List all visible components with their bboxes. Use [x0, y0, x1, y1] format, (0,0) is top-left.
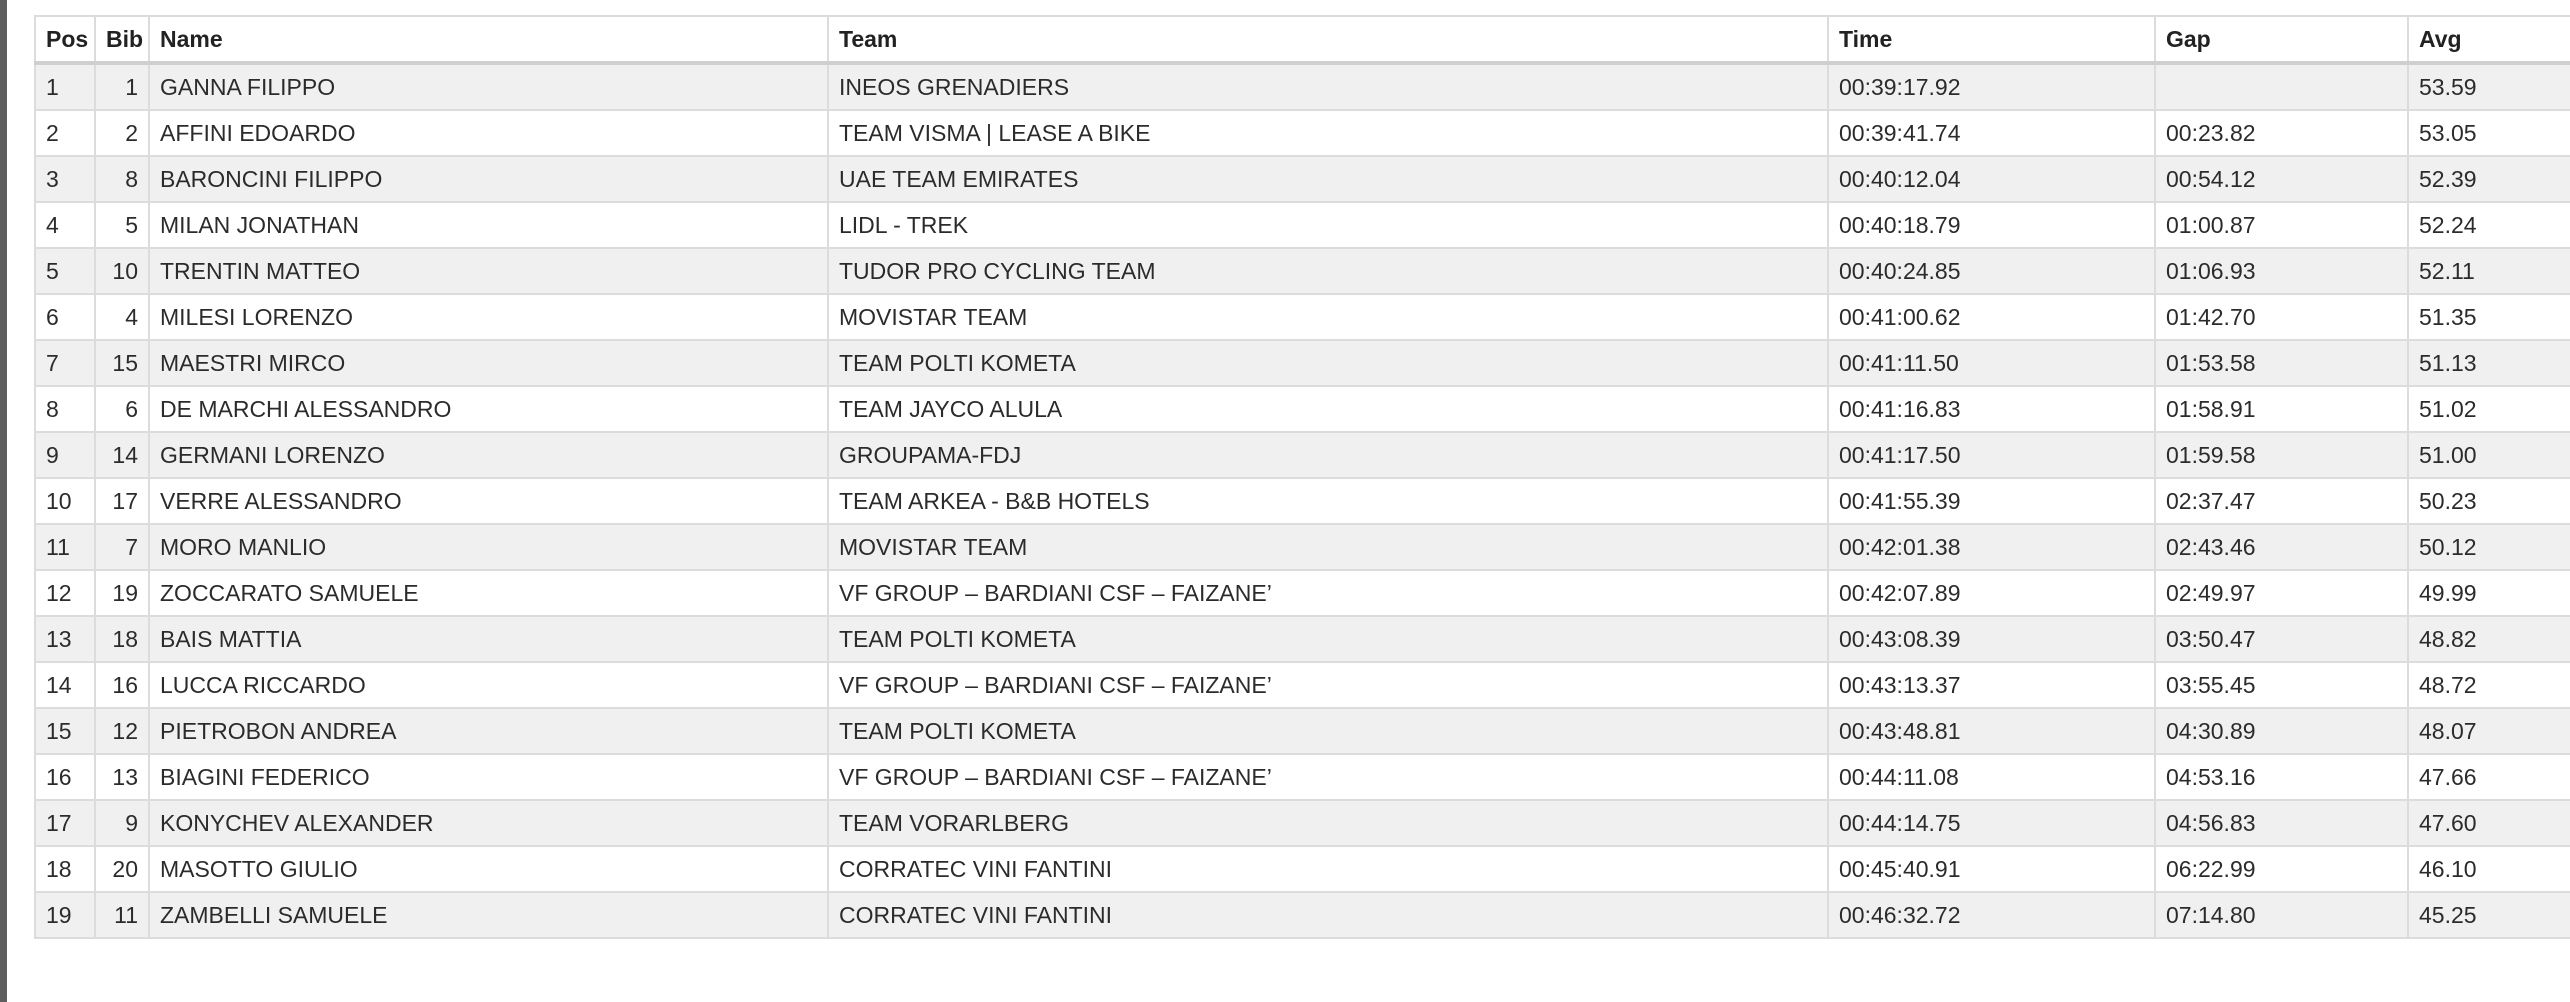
cell-team: INEOS GRENADIERS: [828, 63, 1828, 110]
cell-name: MASOTTO GIULIO: [149, 846, 828, 892]
table-row: [35, 754, 2570, 800]
cell-bib: 9: [95, 800, 149, 846]
cell-team: TUDOR PRO CYCLING TEAM: [828, 248, 1828, 294]
cell-time: 00:39:41.74: [1828, 110, 2155, 156]
cell-team: TEAM VORARLBERG: [828, 800, 1828, 846]
cell-avg: 51.00: [2408, 432, 2570, 478]
cell-time: 00:43:48.81: [1828, 708, 2155, 754]
cell-team: VF GROUP – BARDIANI CSF – FAIZANE’: [828, 570, 1828, 616]
cell-gap: 01:00.87: [2155, 202, 2408, 248]
cell-avg: 46.10: [2408, 846, 2570, 892]
table-row: [35, 892, 2570, 938]
cell-name: GERMANI LORENZO: [149, 432, 828, 478]
cell-avg: 52.39: [2408, 156, 2570, 202]
cell-pos: 4: [35, 202, 95, 248]
cell-team: MOVISTAR TEAM: [828, 524, 1828, 570]
cell-bib: 15: [95, 340, 149, 386]
cell-name: MORO MANLIO: [149, 524, 828, 570]
cell-time: 00:46:32.72: [1828, 892, 2155, 938]
cell-pos: 12: [35, 570, 95, 616]
cell-pos: 3: [35, 156, 95, 202]
cell-gap: 00:23.82: [2155, 110, 2408, 156]
cell-pos: 2: [35, 110, 95, 156]
cell-gap: [2155, 63, 2408, 110]
results-table: [34, 15, 2570, 939]
cell-name: VERRE ALESSANDRO: [149, 478, 828, 524]
cell-pos: 8: [35, 386, 95, 432]
cell-gap: 07:14.80: [2155, 892, 2408, 938]
cell-avg: 50.12: [2408, 524, 2570, 570]
cell-time: 00:44:11.08: [1828, 754, 2155, 800]
results-table-body: [35, 63, 2570, 938]
cell-gap: 01:06.93: [2155, 248, 2408, 294]
cell-avg: 51.13: [2408, 340, 2570, 386]
cell-team: TEAM POLTI KOMETA: [828, 340, 1828, 386]
table-row: [35, 386, 2570, 432]
column-header-avg[interactable]: Avg: [2408, 16, 2570, 63]
cell-bib: 16: [95, 662, 149, 708]
cell-bib: 12: [95, 708, 149, 754]
cell-avg: 52.24: [2408, 202, 2570, 248]
cell-team: LIDL - TREK: [828, 202, 1828, 248]
cell-avg: 45.25: [2408, 892, 2570, 938]
cell-avg: 50.23: [2408, 478, 2570, 524]
cell-pos: 15: [35, 708, 95, 754]
column-header-name[interactable]: Name: [149, 16, 828, 63]
cell-bib: 6: [95, 386, 149, 432]
cell-pos: 1: [35, 63, 95, 110]
cell-name: GANNA FILIPPO: [149, 63, 828, 110]
cell-time: 00:42:01.38: [1828, 524, 2155, 570]
cell-gap: 01:58.91: [2155, 386, 2408, 432]
cell-avg: 52.11: [2408, 248, 2570, 294]
cell-name: AFFINI EDOARDO: [149, 110, 828, 156]
cell-bib: 11: [95, 892, 149, 938]
cell-pos: 11: [35, 524, 95, 570]
cell-avg: 47.60: [2408, 800, 2570, 846]
cell-name: DE MARCHI ALESSANDRO: [149, 386, 828, 432]
column-header-gap[interactable]: Gap: [2155, 16, 2408, 63]
cell-pos: 7: [35, 340, 95, 386]
cell-team: VF GROUP – BARDIANI CSF – FAIZANE’: [828, 662, 1828, 708]
cell-team: TEAM POLTI KOMETA: [828, 708, 1828, 754]
cell-pos: 19: [35, 892, 95, 938]
cell-avg: 48.07: [2408, 708, 2570, 754]
cell-time: 00:43:13.37: [1828, 662, 2155, 708]
cell-team: MOVISTAR TEAM: [828, 294, 1828, 340]
cell-pos: 9: [35, 432, 95, 478]
cell-time: 00:41:11.50: [1828, 340, 2155, 386]
cell-time: 00:42:07.89: [1828, 570, 2155, 616]
cell-bib: 13: [95, 754, 149, 800]
cell-gap: 02:43.46: [2155, 524, 2408, 570]
cell-gap: 04:30.89: [2155, 708, 2408, 754]
table-row: [35, 570, 2570, 616]
window-left-edge: [0, 0, 7, 1002]
cell-name: BAIS MATTIA: [149, 616, 828, 662]
cell-bib: 20: [95, 846, 149, 892]
cell-pos: 10: [35, 478, 95, 524]
cell-avg: 53.59: [2408, 63, 2570, 110]
table-row: [35, 63, 2570, 110]
cell-pos: 14: [35, 662, 95, 708]
cell-name: ZOCCARATO SAMUELE: [149, 570, 828, 616]
cell-bib: 18: [95, 616, 149, 662]
cell-gap: 02:37.47: [2155, 478, 2408, 524]
cell-bib: 7: [95, 524, 149, 570]
cell-bib: 8: [95, 156, 149, 202]
cell-pos: 13: [35, 616, 95, 662]
cell-pos: 17: [35, 800, 95, 846]
table-row: [35, 294, 2570, 340]
cell-gap: 06:22.99: [2155, 846, 2408, 892]
cell-bib: 19: [95, 570, 149, 616]
table-row: [35, 616, 2570, 662]
cell-gap: 04:53.16: [2155, 754, 2408, 800]
cell-name: LUCCA RICCARDO: [149, 662, 828, 708]
table-row: [35, 800, 2570, 846]
table-row: [35, 662, 2570, 708]
cell-pos: 6: [35, 294, 95, 340]
cell-gap: 01:42.70: [2155, 294, 2408, 340]
table-row: [35, 202, 2570, 248]
cell-name: ZAMBELLI SAMUELE: [149, 892, 828, 938]
cell-gap: 00:54.12: [2155, 156, 2408, 202]
cell-name: KONYCHEV ALEXANDER: [149, 800, 828, 846]
cell-name: MILESI LORENZO: [149, 294, 828, 340]
table-row: [35, 708, 2570, 754]
cell-team: TEAM JAYCO ALULA: [828, 386, 1828, 432]
cell-bib: 14: [95, 432, 149, 478]
table-row: [35, 156, 2570, 202]
cell-team: GROUPAMA-FDJ: [828, 432, 1828, 478]
cell-team: VF GROUP – BARDIANI CSF – FAIZANE’: [828, 754, 1828, 800]
cell-gap: 04:56.83: [2155, 800, 2408, 846]
cell-pos: 18: [35, 846, 95, 892]
cell-name: MAESTRI MIRCO: [149, 340, 828, 386]
cell-team: TEAM VISMA | LEASE A BIKE: [828, 110, 1828, 156]
cell-bib: 17: [95, 478, 149, 524]
cell-avg: 51.35: [2408, 294, 2570, 340]
cell-name: MILAN JONATHAN: [149, 202, 828, 248]
cell-team: CORRATEC VINI FANTINI: [828, 846, 1828, 892]
cell-time: 00:41:16.83: [1828, 386, 2155, 432]
column-header-time[interactable]: Time: [1828, 16, 2155, 63]
cell-name: TRENTIN MATTEO: [149, 248, 828, 294]
cell-bib: 1: [95, 63, 149, 110]
table-header-row: [35, 16, 2570, 63]
cell-time: 00:39:17.92: [1828, 63, 2155, 110]
cell-time: 00:43:08.39: [1828, 616, 2155, 662]
table-row: [35, 478, 2570, 524]
cell-avg: 48.72: [2408, 662, 2570, 708]
cell-gap: 02:49.97: [2155, 570, 2408, 616]
cell-bib: 5: [95, 202, 149, 248]
cell-avg: 49.99: [2408, 570, 2570, 616]
cell-avg: 48.82: [2408, 616, 2570, 662]
cell-time: 00:45:40.91: [1828, 846, 2155, 892]
cell-avg: 51.02: [2408, 386, 2570, 432]
table-row: [35, 110, 2570, 156]
cell-time: 00:40:12.04: [1828, 156, 2155, 202]
cell-gap: 01:59.58: [2155, 432, 2408, 478]
results-table-container: [34, 15, 2570, 939]
cell-team: CORRATEC VINI FANTINI: [828, 892, 1828, 938]
column-header-pos[interactable]: Pos: [35, 16, 95, 63]
table-row: [35, 248, 2570, 294]
cell-bib: 2: [95, 110, 149, 156]
cell-avg: 53.05: [2408, 110, 2570, 156]
cell-pos: 5: [35, 248, 95, 294]
cell-team: TEAM ARKEA - B&B HOTELS: [828, 478, 1828, 524]
cell-name: PIETROBON ANDREA: [149, 708, 828, 754]
cell-time: 00:40:24.85: [1828, 248, 2155, 294]
cell-gap: 03:50.47: [2155, 616, 2408, 662]
cell-bib: 4: [95, 294, 149, 340]
cell-time: 00:41:55.39: [1828, 478, 2155, 524]
table-row: [35, 846, 2570, 892]
cell-time: 00:44:14.75: [1828, 800, 2155, 846]
column-header-bib[interactable]: Bib: [95, 16, 149, 63]
cell-pos: 16: [35, 754, 95, 800]
cell-avg: 47.66: [2408, 754, 2570, 800]
table-row: [35, 432, 2570, 478]
cell-team: TEAM POLTI KOMETA: [828, 616, 1828, 662]
cell-gap: 03:55.45: [2155, 662, 2408, 708]
cell-time: 00:41:17.50: [1828, 432, 2155, 478]
table-row: [35, 524, 2570, 570]
cell-bib: 10: [95, 248, 149, 294]
cell-name: BARONCINI FILIPPO: [149, 156, 828, 202]
cell-gap: 01:53.58: [2155, 340, 2408, 386]
column-header-team[interactable]: Team: [828, 16, 1828, 63]
cell-team: UAE TEAM EMIRATES: [828, 156, 1828, 202]
cell-time: 00:40:18.79: [1828, 202, 2155, 248]
table-row: [35, 340, 2570, 386]
cell-time: 00:41:00.62: [1828, 294, 2155, 340]
cell-name: BIAGINI FEDERICO: [149, 754, 828, 800]
